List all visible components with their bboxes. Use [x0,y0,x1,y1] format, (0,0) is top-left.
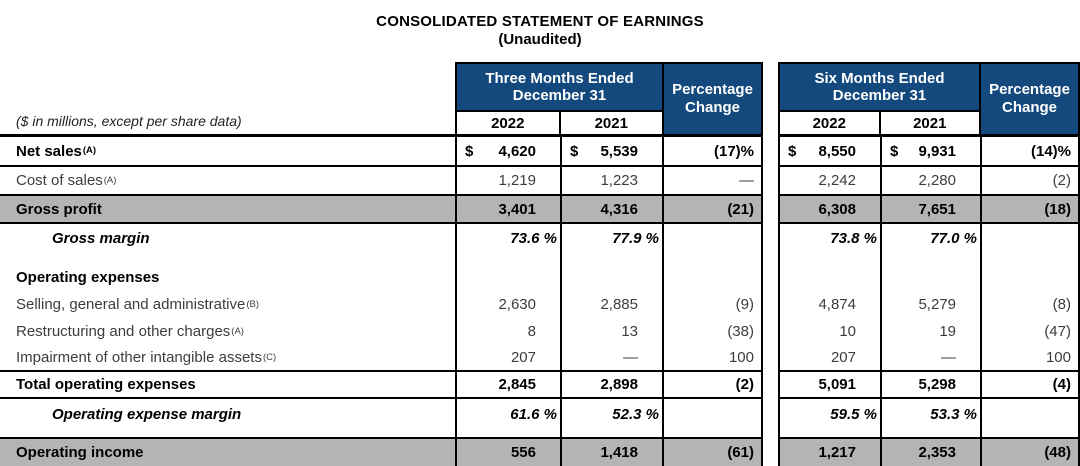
cell-tm-2022: 2,630 [455,291,560,318]
dollar-sign: $ [570,142,579,160]
row-net-sales [0,137,1080,167]
spacer-row [0,430,1080,437]
cell-tm-pct: — [662,167,763,196]
cell-tm-pct: (38) [662,318,763,345]
year-2022-column-header-tm: 2022 [457,112,561,134]
cell-tm-2021: 4,316 [560,196,662,224]
row-label: Gross profit [0,196,455,224]
cell-sm-2021: 19 [880,318,980,345]
cell-sm-pct [980,399,1080,430]
cell-sm-pct: (47) [980,318,1080,345]
page-subtitle: (Unaudited) [498,31,582,48]
cell-tm-pct [662,224,763,252]
row-label: Operating expenses [16,269,160,286]
cell-tm-2021: — [560,345,662,372]
row-cost-of-sales [0,167,1080,196]
cell-sm-2022: 10 [778,318,880,345]
cell-sm-2021: — [880,345,980,372]
three-months-header-group [455,62,763,137]
cell-sm-2022: 6,308 [778,196,880,224]
spacer-row [0,252,1080,264]
cell-tm-2022: 73.6 % [455,224,560,252]
cell-sm-pct: (4) [980,372,1080,399]
units-note-text: ($ in millions, except per share data) [16,113,242,129]
cell-sm-2021: 53.3 % [880,399,980,430]
cell-tm-2022: 8 [455,318,560,345]
cell-sm-pct: 100 [980,345,1080,372]
cell-tm-pct: (2) [662,372,763,399]
cell-sm-pct: (8) [980,291,1080,318]
cell-sm-pct: (2) [980,167,1080,196]
row-restructuring [0,318,1080,345]
dollar-sign: $ [788,142,797,160]
cell-tm-2021: 77.9 % [560,224,662,252]
cell-tm-pct [662,399,763,430]
year-2022-column-header-sm: 2022 [780,112,881,134]
three-months-ended-header: Three Months Ended December 31 [457,64,662,112]
cell-tm-2021: $ 5,539 [560,137,662,167]
cell-sm-pct: (14)% [980,137,1080,167]
cell-sm-pct [980,224,1080,252]
cell-tm-2022: 207 [455,345,560,372]
dollar-sign: $ [465,142,474,160]
cell-tm-pct: 100 [662,345,763,372]
cell-tm-pct: (21) [662,196,763,224]
row-gross-margin [0,224,1080,252]
cell-tm-2022: 556 [455,437,560,466]
cell-tm-pct: (9) [662,291,763,318]
table-gap [763,62,778,137]
cell-sm-2021: 2,353 [880,437,980,466]
cell-sm-2022: 207 [778,345,880,372]
row-label: Total operating expenses [0,372,455,399]
cell-sm-2021: 7,651 [880,196,980,224]
row-label: Operating expense margin [52,406,242,423]
percentage-change-header-sm: Percentage Change [979,64,1078,134]
row-gross-profit [0,196,1080,224]
cell-tm-2022: 61.6 % [455,399,560,430]
row-label: Selling, general and administrative (B) [16,296,259,313]
cell-sm-2022: $ 8,550 [778,137,880,167]
row-sga [0,291,1080,318]
cell-sm-2022: 4,874 [778,291,880,318]
row-total-operating-expenses [0,372,1080,399]
row-operating-expense-margin [0,399,1080,430]
cell-tm-2022: 1,219 [455,167,560,196]
document-title-block [0,0,1080,62]
cell-tm-pct: (17)% [662,137,763,167]
row-operating-expenses-header [0,264,1080,291]
year-2021-column-header-sm: 2021 [881,112,980,134]
row-label: Net sales (A) [0,137,455,167]
dollar-sign: $ [890,142,899,160]
table-header [0,62,1080,137]
page-title: CONSOLIDATED STATEMENT OF EARNINGS [376,13,704,30]
cell-sm-2021: 5,279 [880,291,980,318]
row-label: Impairment of other intangible assets (C) [0,345,455,372]
cell-tm-2022: $ 4,620 [455,137,560,167]
cell-sm-2021: 77.0 % [880,224,980,252]
cell-tm-2021: 2,885 [560,291,662,318]
cell-tm-2021: 52.3 % [560,399,662,430]
cell-sm-2021: 5,298 [880,372,980,399]
cell-sm-2021: $ 9,931 [880,137,980,167]
cell-tm-2022: 2,845 [455,372,560,399]
row-impairment [0,345,1080,372]
year-2021-column-header-tm: 2021 [561,112,663,134]
six-months-ended-header: Six Months Ended December 31 [780,64,979,112]
six-months-header-group [778,62,1080,137]
cell-tm-2021: 2,898 [560,372,662,399]
cell-tm-2021: 1,418 [560,437,662,466]
row-operating-income [0,437,1080,466]
row-label: Cost of sales (A) [0,167,455,196]
cell-sm-pct: (48) [980,437,1080,466]
cell-sm-pct: (18) [980,196,1080,224]
cell-sm-2022: 73.8 % [778,224,880,252]
cell-sm-2022: 1,217 [778,437,880,466]
cell-sm-2021: 2,280 [880,167,980,196]
cell-tm-pct: (61) [662,437,763,466]
cell-tm-2021: 1,223 [560,167,662,196]
units-note [0,62,455,137]
row-label: Restructuring and other charges (A) [16,323,244,340]
row-label: Operating income [0,437,455,466]
cell-sm-2022: 5,091 [778,372,880,399]
cell-sm-2022: 2,242 [778,167,880,196]
cell-tm-2022: 3,401 [455,196,560,224]
cell-tm-2021: 13 [560,318,662,345]
percentage-change-header-tm: Percentage Change [662,64,761,134]
cell-sm-2022: 59.5 % [778,399,880,430]
row-label: Gross margin [52,229,150,247]
